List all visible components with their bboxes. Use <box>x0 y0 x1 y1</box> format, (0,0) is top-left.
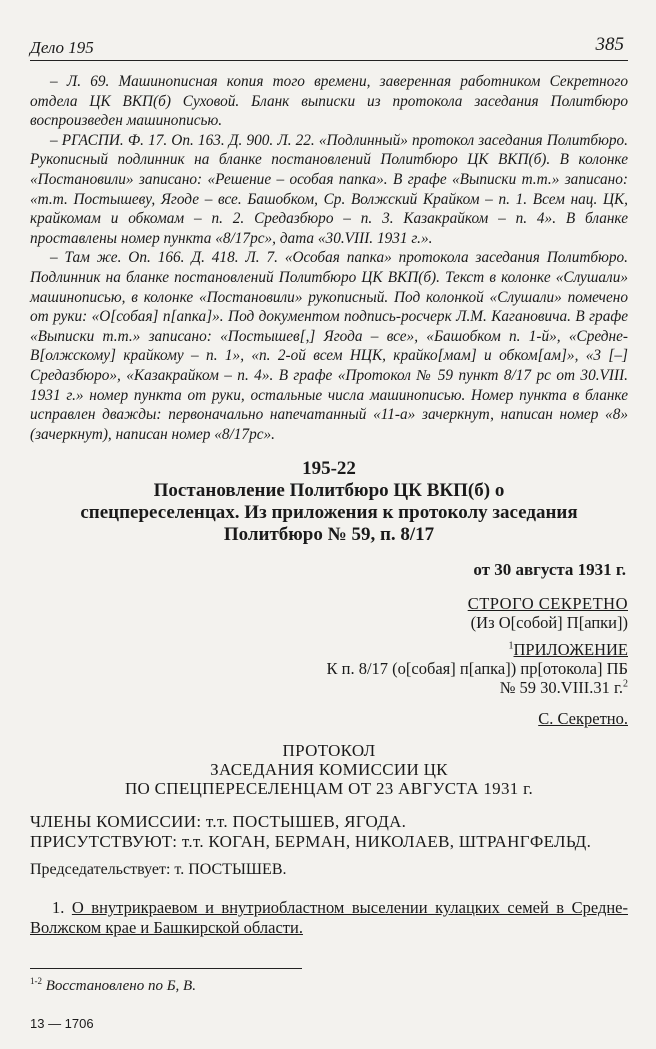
agenda-item-1 <box>30 898 628 938</box>
footnote <box>30 978 196 995</box>
document-number: 195-22 <box>302 458 356 480</box>
document-title: Постановление Политбюро ЦК ВКП(б) о спецпереселенцах. Из приложения к протоколу заседания Политбюро № 59, п. 8/17 <box>80 480 578 546</box>
secret-mark-text: С. Секретно. <box>538 709 628 729</box>
protocol-heading <box>30 741 628 798</box>
footnote-divider <box>30 968 302 969</box>
page-header <box>30 30 628 61</box>
archival-note-1: – Л. 69. Машинописная копия того времени, заверенная работником Секретного отдела ЦК ВКП(б) Суховой. Бланк выписки из протокола заседания Политбюро воспроизведен машинописью. <box>30 73 628 130</box>
archival-note-3: – Там же. Оп. 166. Д. 418. Л. 7. «Особая папка» протокола заседания Политбюро. Подлинник на бланке постановлений Политбюро ЦК ВКП(б). Текст в колонке «Слушали» машинописью, в колонке «Постановили» рукописный. Под колонкой «Слушали» помечено от руки: «О[собая] п[апка]». Под документом подпись-росчерк Л.М. Кагановича. В графе «Выписки т.т.» записано: «Постышев[,] Ягода – все», «Башобком п. 1-й», «Средне-В[олжскому] крайкому – п. 1», «п. 2-ой всем НЦК, крайко[мам] и обком[ам]», «3 [–] Средазбюро», «Казакрайком – п. 4». В графе «Протокол № 59 пункт 8/17 рс от 30.VIII. 1931 г.» номер пункта от руки, остальные числа машинописью. Номер пункта в бланке исправлен дважды: первоначально напечатанный «11-а» зачеркнут, написан номер «8» (зачеркнут), написан номер «8/17рс». <box>30 249 628 443</box>
secret-mark <box>30 709 628 729</box>
footnote-text: Восстановлено по Б, В. <box>45 978 196 994</box>
appendix-footnote-ref: 1 <box>508 640 514 652</box>
page-number: 385 <box>595 34 624 55</box>
agenda-item-text: О внутрикраевом и внутриобластном выселении кулацких семей в Средне-Волжском крае и Башкирской области. <box>30 898 628 938</box>
archival-note-2: – РГАСПИ. Ф. 17. Оп. 163. Д. 900. Л. 22. «Подлинный» протокол заседания Политбюро. Рукописный подлинник на бланке постановлений Политбюро ЦК ВКП(б). В колонке «Постановили» записано: «Решение – особая папка». В графе «Выписки т.т.» записано: «т.т. Постышеву, Ягоде – все. Башобком, Ср. Волжский Крайком – п. 1. Всем нац. ЦК, крайкомам и обкомам – п. 2. Средазбюро – п. 3. Казакрайком – п. 4». В бланке проставлены номер пункта «8/17рс», дата «30.VIII. 1931 г.». <box>30 131 628 247</box>
agenda-item-number: 1. <box>52 898 65 918</box>
commission-members: ЧЛЕНЫ КОМИССИИ: т.т. ПОСТЫШЕВ, ЯГОДА. <box>30 812 407 832</box>
protocol-line-2: ЗАСЕДАНИЯ КОМИССИИ ЦК <box>210 760 448 780</box>
appendix-protocol: № 59 30.VIII.31 г. <box>499 678 623 698</box>
appendix-label: ПРИЛОЖЕНИЕ <box>513 640 628 660</box>
secrecy-stamp <box>30 594 628 632</box>
appendix-footnote-ref-2: 2 <box>623 678 628 690</box>
appendix-block <box>30 640 628 697</box>
protocol-line-1: ПРОТОКОЛ <box>282 741 376 761</box>
printer-signature-mark: 13 — 1706 <box>30 1016 94 1031</box>
attendees: ПРИСУТСТВУЮТ: т.т. КОГАН, БЕРМАН, НИКОЛАЕВ, ШТРАНГФЕЛЬД. <box>30 832 592 852</box>
document-date: от 30 августа 1931 г. <box>473 560 626 580</box>
header-case-label: Дело 195 <box>30 38 94 57</box>
archival-notes <box>30 72 628 444</box>
secrecy-label: СТРОГО СЕКРЕТНО <box>467 594 628 614</box>
secrecy-source: (Из О[собой] П[апки]) <box>470 613 628 633</box>
footnote-marker: 1-2 <box>30 976 42 986</box>
page-body <box>30 72 628 938</box>
protocol-line-3: ПО СПЕЦПЕРЕСЕЛЕНЦАМ ОТ 23 АВГУСТА 1931 г. <box>124 779 534 799</box>
appendix-reference: К п. 8/17 (о[собая] п[апка]) пр[отокола] ПБ <box>326 659 628 679</box>
chairman: Председательствует: т. ПОСТЫШЕВ. <box>30 861 287 879</box>
